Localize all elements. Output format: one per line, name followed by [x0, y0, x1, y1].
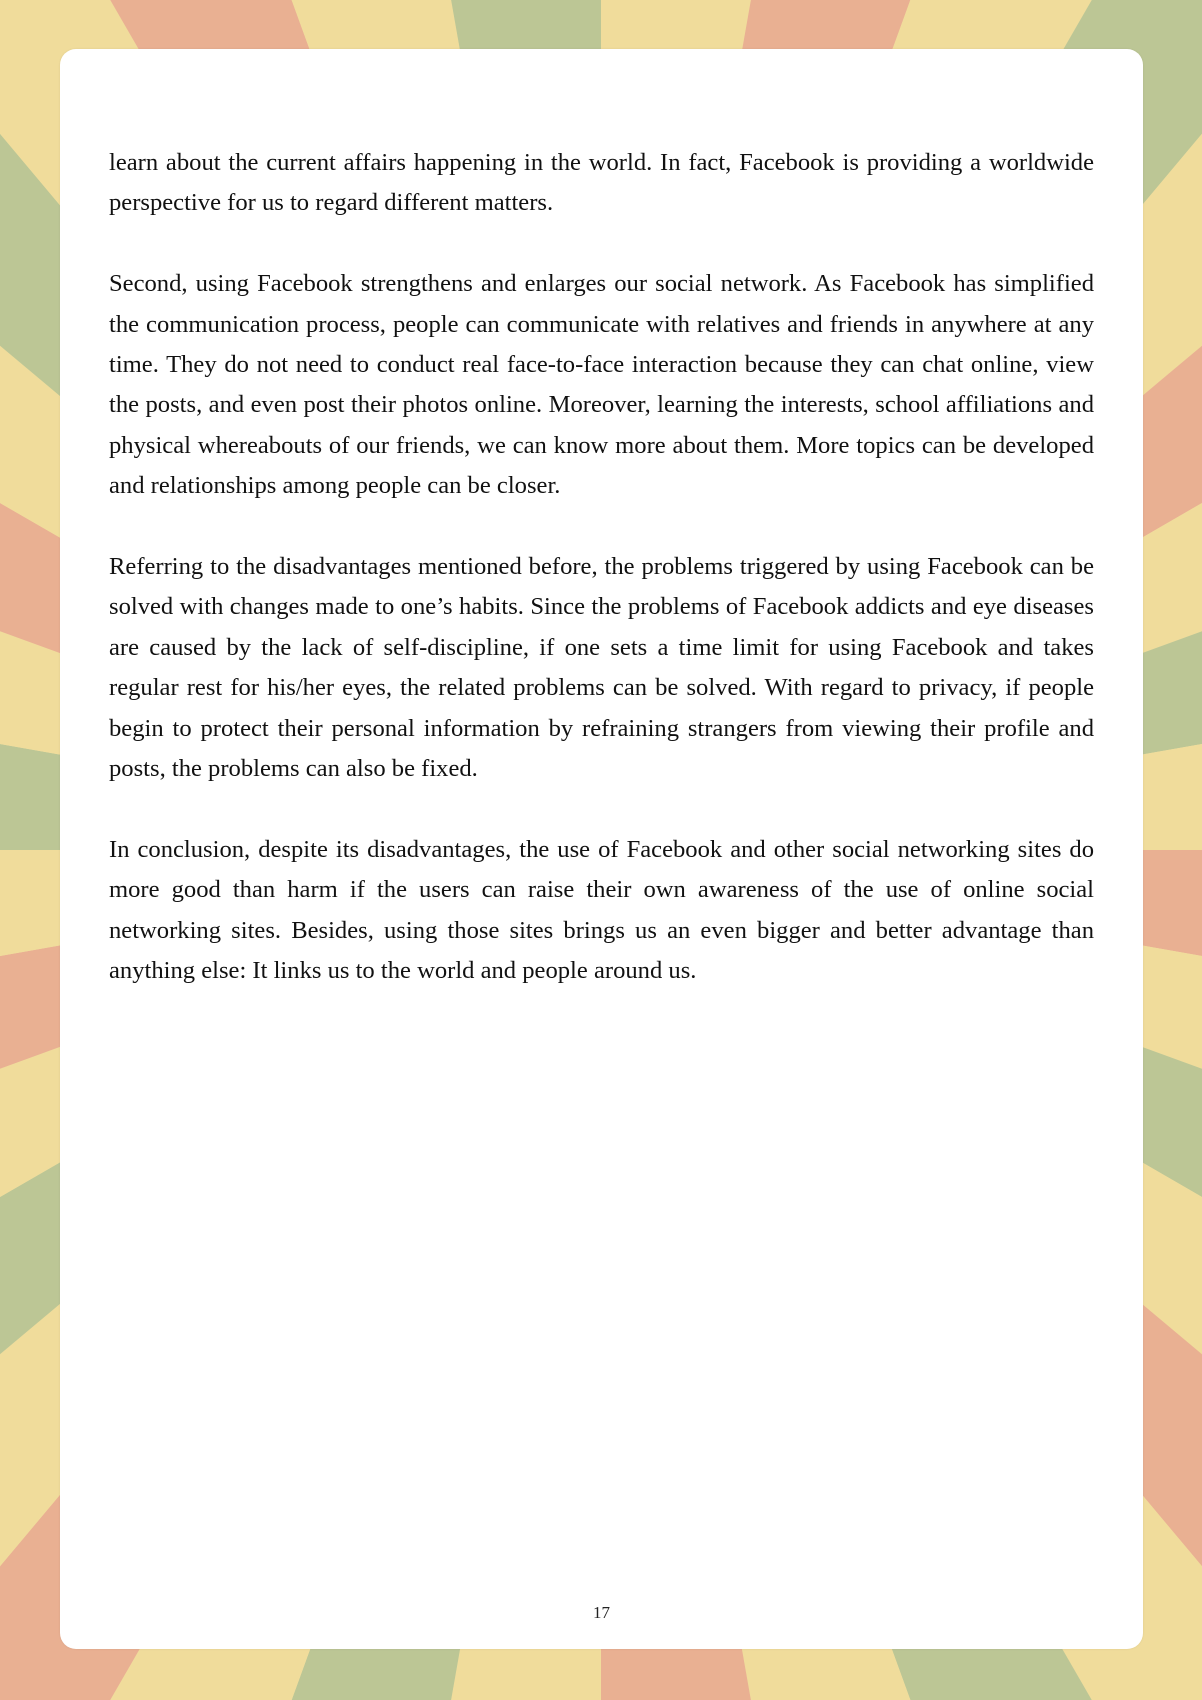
page-card	[60, 49, 1143, 1649]
paragraph-social-network: Second, using Facebook strengthens and enlarges our social network. As Facebook has simplified the communication process, people can communicate with relatives and friends in anywhere at any time. They do not need to conduct real face-to-face interaction because they can chat online, view the posts, and even post their photos online. Moreover, learning the interests, school affiliations and physical whereabouts of our friends, we can know more about them. More topics can be developed and relationships among people can be closer.	[109, 270, 1094, 500]
paragraph-conclusion: In conclusion, despite its disadvantages, the use of Facebook and other social networking sites do more good than harm if the users can raise their own awareness of the use of online social networking sites. Besides, using those sites brings us an even bigger and better advantage than anything else: It links us to the world and people around us.	[109, 835, 1094, 985]
body-text	[109, 143, 1094, 1032]
paragraph-solutions: Referring to the disadvantages mentioned before, the problems triggered by using Facebook can be solved with changes made to one’s habits. Since the problems of Facebook addicts and eye diseases are caused by the lack of self-discipline, if one sets a time limit for using Facebook and takes regular rest for his/her eyes, the related problems can be solved. With regard to privacy, if people begin to protect their personal information by refraining strangers from viewing their profile and posts, the problems can also be fixed.	[109, 553, 1094, 783]
page-number: 17	[593, 1603, 610, 1622]
paragraph-current-affairs: learn about the current affairs happening in the world. In fact, Facebook is providing a worldwide perspective for us to regard different matters.	[109, 149, 1094, 217]
